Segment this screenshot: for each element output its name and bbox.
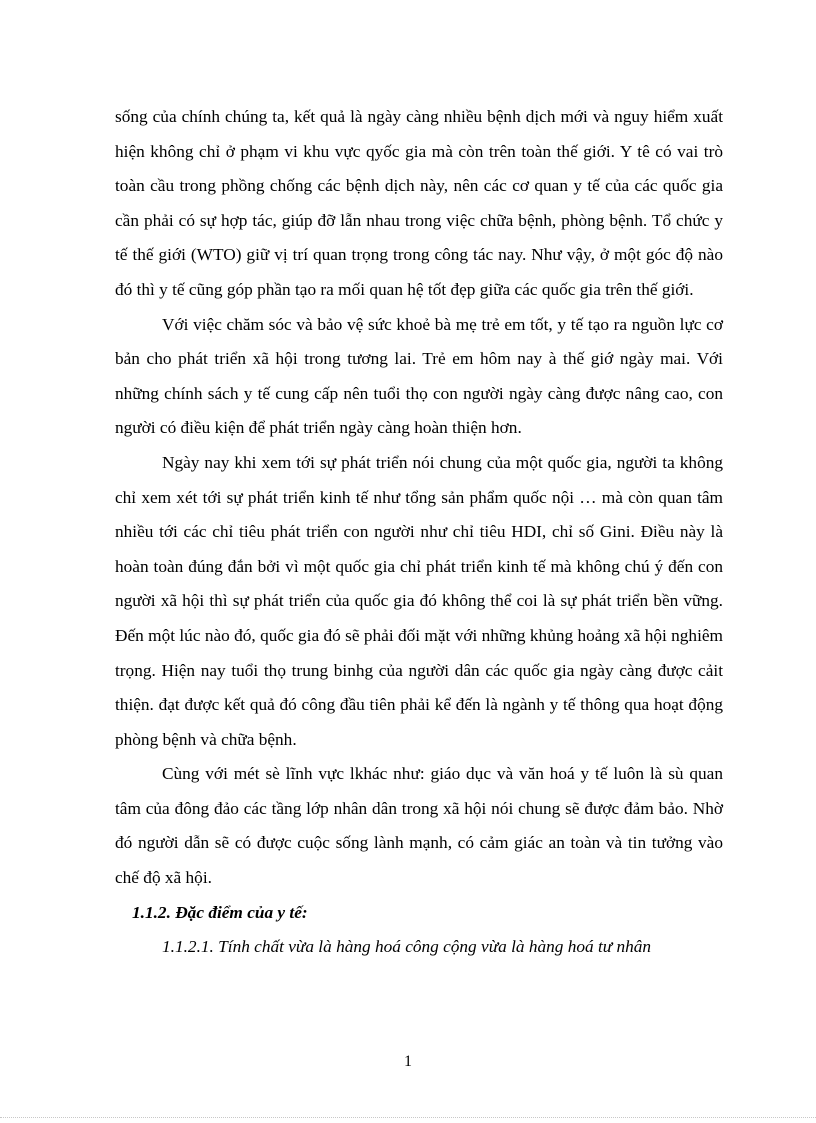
- page-bottom-divider: [0, 1117, 816, 1118]
- paragraph-1: sống của chính chúng ta, kết quả là ngày càng nhiều bệnh dịch mới và nguy hiểm xuất hiện không chỉ ở phạm vi khu vực qyốc gia mà còn trên toàn thế giới. Y tê có vai trò toàn cầu trong phồng chống các bệnh dịch này, nên các cơ quan y tế của các quốc gia cần phải có sự hợp tác, giúp đỡ lẫn nhau trong việc chữa bệnh, phòng bệnh. Tổ chức y tế thế giới (WTO) giữ vị trí quan trọng trong công tác nay. Như vậy, ở một góc độ nào đó thì y tế cũng góp phần tạo ra mối quan hệ tốt đẹp giữa các quốc gia trên thế giới.: [115, 107, 723, 299]
- section-heading: 1.1.2. Đặc điểm của y tế:: [132, 902, 308, 922]
- paragraph-2: Với việc chăm sóc và bảo vệ sức khoẻ bà mẹ trẻ em tốt, y tế tạo ra nguồn lực cơ bản cho phát triển xã hội trong tương lai. Trẻ em hôm nay à thế giớ ngày mai. Với những chính sách y tế cung cấp nên tuổi thọ con người ngày càng được nâng cao, con người có điều kiện để phát triển ngày càng hoàn thiện hơn.: [115, 314, 723, 438]
- document-body: [115, 100, 723, 965]
- paragraph-3: Ngày nay khi xem tới sự phát triển nói chung của một quốc gia, người ta không chỉ xem xét tới sự phát triển kinh tế như tổng sản phẩm quốc nội … mà còn quan tâm nhiều tới các chỉ tiêu phát triển con người như chỉ tiêu HDI, chỉ số Gini. Điều này là hoàn toàn đúng đắn bởi vì một quốc gia chỉ phát triển kinh tế mà không chú ý đến con người xã hội thì sự phát triển của quốc gia đó không thể coi là sự phát triển bền vững. Đến một lúc nào đó, quốc gia đó sẽ phải đối mặt với những khủng hoảng xã hội nghiêm trọng. Hiện nay tuổi thọ trung binhg của người dân các quốc gia ngày càng được cảit thiện. đạt được kết quả đó công đầu tiên phải kể đến là ngành y tế thông qua hoạt động phòng bệnh và chữa bệnh.: [115, 452, 723, 749]
- paragraph-4: Cùng với mét sè lĩnh vực lkhác như: giáo dục và văn hoá y tế luôn là sù quan tâm của đông đảo các tầng lớp nhân dân trong xã hội nói chung sẽ được đảm bảo. Nhờ đó người dẫn sẽ có được cuộc sống lành mạnh, có cảm giác an toàn và tin tưởng vào chế độ xã hội.: [115, 764, 723, 888]
- subsection-heading: 1.1.2.1. Tính chất vừa là hàng hoá công cộng vừa là hàng hoá tư nhân: [162, 937, 652, 957]
- page-number: 1: [404, 1053, 412, 1070]
